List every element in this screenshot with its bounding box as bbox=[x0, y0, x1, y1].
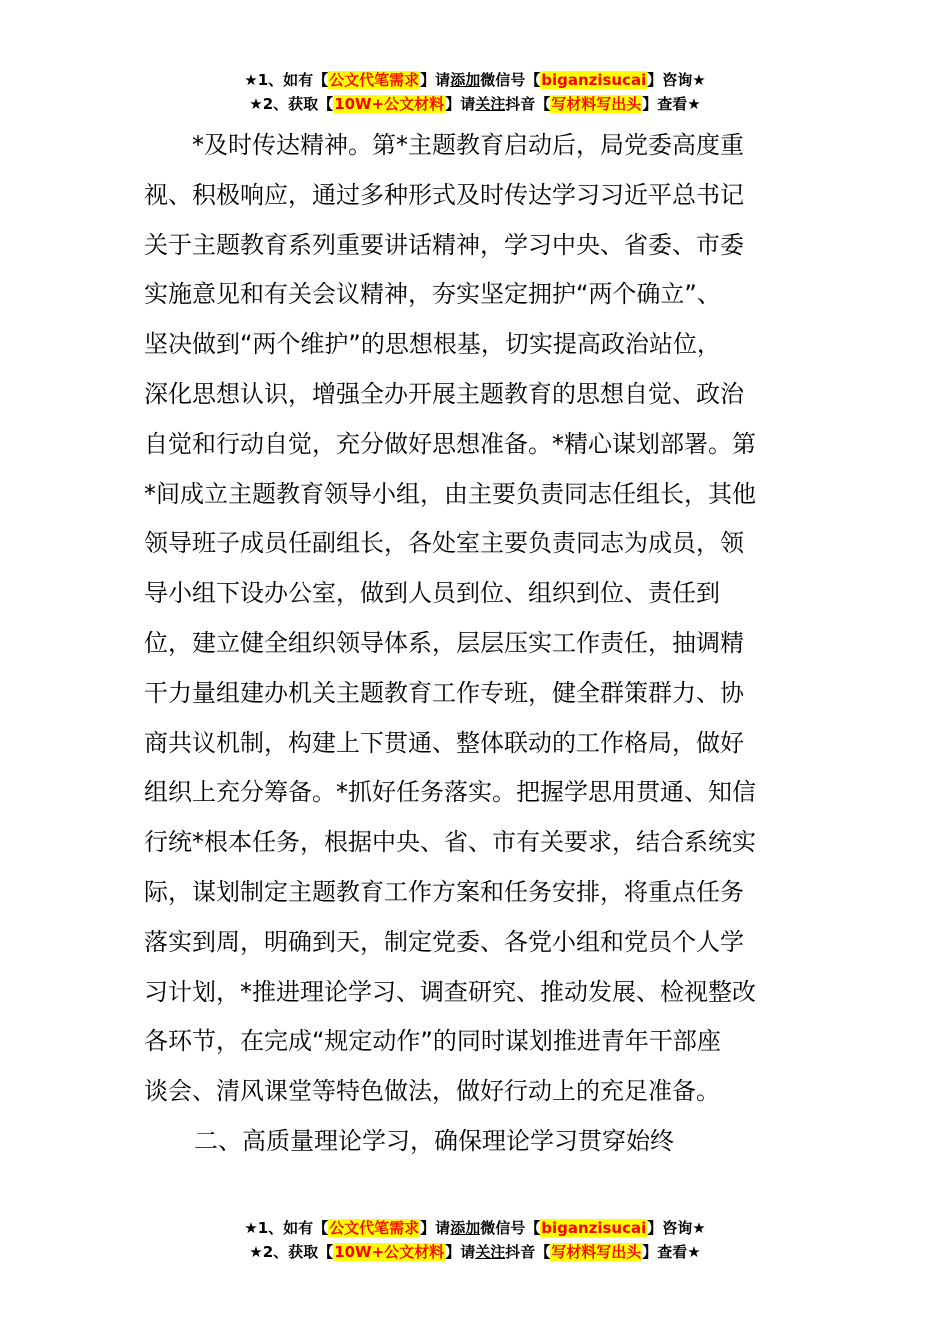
body-line: 各环节，在完成“规定动作”的同时谋划推进青年干部座 bbox=[144, 1027, 721, 1056]
body-line: 干力量组建办机关主题教育工作专班，健全群策群力、协 bbox=[144, 678, 744, 707]
footer-banner bbox=[0, 1216, 950, 1264]
highlight-service: 公文代笔需求 bbox=[329, 1219, 420, 1237]
body-line: 视、积极响应，通过多种形式及时传达学习习近平总书记 bbox=[144, 180, 744, 209]
highlight-douyin: 写材料写出头 bbox=[551, 95, 642, 113]
body-line: 导小组下设办公室，做到人员到位、组织到位、责任到 bbox=[144, 579, 720, 608]
body-line: *及时传达精神。第*主题教育启动后，局党委高度重 bbox=[144, 131, 744, 159]
highlight-wechat-id: biganzisucai bbox=[541, 71, 647, 89]
body-line: 深化思想认识，增强全办开展主题教育的思想自觉、政治 bbox=[144, 379, 744, 408]
highlight-service: 公文代笔需求 bbox=[329, 71, 420, 89]
highlight-materials: 10W+公文材料 bbox=[334, 1243, 445, 1261]
highlight-materials: 10W+公文材料 bbox=[334, 95, 445, 113]
header-banner bbox=[0, 68, 950, 116]
body-line: 位，建立健全组织领导体系，层层压实工作责任，抽调精 bbox=[144, 628, 744, 657]
body-line: 落实到周，明确到天，制定党委、各党小组和党员个人学 bbox=[144, 927, 744, 956]
body-line: 坚决做到“两个维护”的思想根基，切实提高政治站位， bbox=[144, 330, 721, 359]
banner-line-2: ★2、获取【10W+公文材料】请关注抖音【写材料写出头】查看★ bbox=[249, 95, 701, 113]
body-line: 组织上充分筹备。*抓好任务落实。把握学思用贯通、知信 bbox=[144, 778, 756, 807]
body-line: 际，谋划制定主题教育工作方案和任务安排，将重点任务 bbox=[144, 877, 744, 906]
body-line: 领导班子成员任副组长，各处室主要负责同志为成员，领 bbox=[144, 529, 744, 558]
banner-line-1: ★1、如有【公文代笔需求】请添加微信号【biganzisucai】咨询★ bbox=[244, 71, 706, 89]
body-line: 商共议机制，构建上下贯通、整体联动的工作格局，做好 bbox=[144, 728, 744, 757]
highlight-douyin: 写材料写出头 bbox=[551, 1243, 642, 1261]
body-line: 行统*根本任务，根据中央、省、市有关要求，结合系统实 bbox=[144, 828, 756, 857]
section-heading: 二、高质量理论学习，确保理论学习贯穿始终 bbox=[194, 1127, 674, 1155]
body-paragraph bbox=[144, 121, 808, 1117]
body-line: 关于主题教育系列重要讲话精神，学习中央、省委、市委 bbox=[144, 230, 744, 259]
body-line: 习计划，*推进理论学习、调查研究、推动发展、检视整改 bbox=[144, 977, 756, 1006]
body-line: 自觉和行动自觉，充分做好思想准备。*精心谋划部署。第 bbox=[144, 429, 756, 458]
highlight-wechat-id: biganzisucai bbox=[541, 1219, 647, 1237]
body-line: 谈会、清风课堂等特色做法，做好行动上的充足准备。 bbox=[144, 1077, 720, 1106]
banner-line-2: ★2、获取【10W+公文材料】请关注抖音【写材料写出头】查看★ bbox=[249, 1243, 701, 1261]
body-line: *间成立主题教育领导小组，由主要负责同志任组长，其他 bbox=[144, 479, 756, 508]
body-line: 实施意见和有关会议精神，夯实坚定拥护“两个确立”、 bbox=[144, 280, 721, 309]
banner-line-1: ★1、如有【公文代笔需求】请添加微信号【biganzisucai】咨询★ bbox=[244, 1219, 706, 1237]
